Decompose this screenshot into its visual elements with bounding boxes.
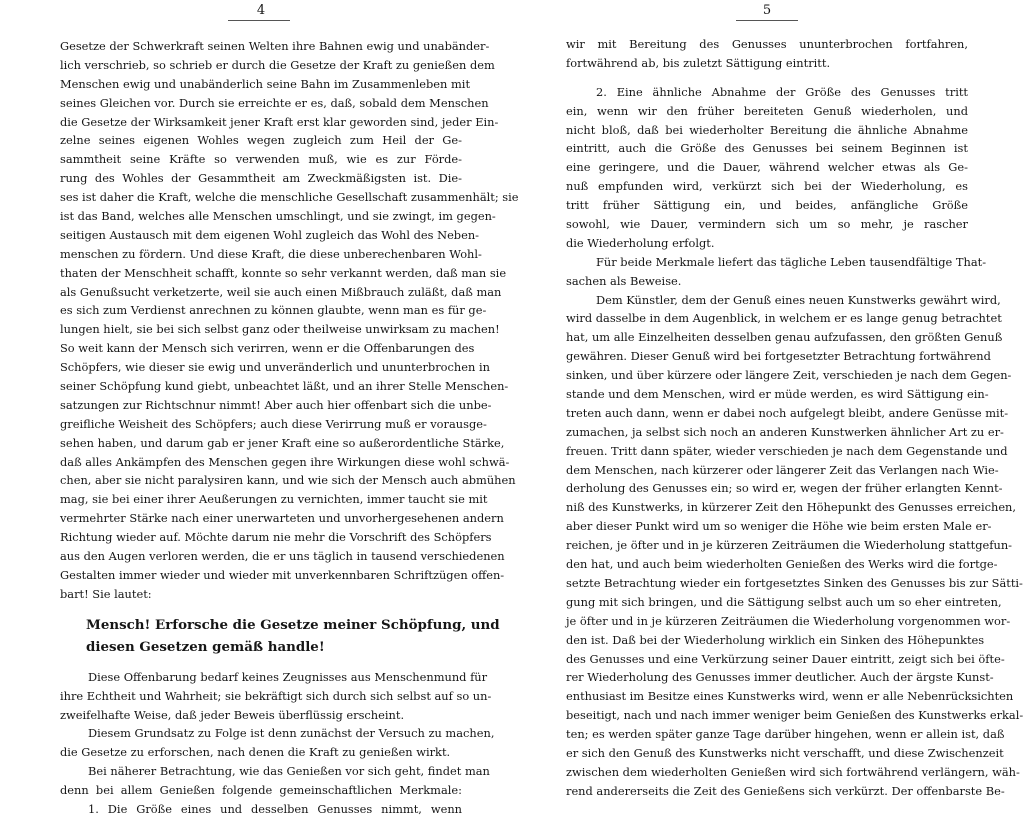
text-line: Gesetze der Schwerkraft seinen Welten ihre Bahnen ewig und unabänder- (60, 39, 490, 53)
text-line: Richtung wieder auf. Möchte darum nie mehr die Vorschrift des Schöpfers (60, 530, 492, 545)
page-rule-right (736, 20, 798, 21)
text-line: die Gesetze zu erforschen, nach denen die Kraft zu genießen wirkt. (60, 745, 451, 760)
text-line: greifliche Weisheit des Schöpfers; auch diese Verirrung muß er vorausge- (60, 416, 487, 431)
text-line: des Genusses und eine Verkürzung seiner Dauer eintritt, zeigt sich bei öfte- (566, 651, 1005, 666)
text-line: zelne seines eigenen Wohles wegen zugleich zum Heil der Ge- (60, 133, 462, 148)
text-line: daß alles Ankämpfen des Menschen gegen ihre Wirkungen diese wohl schwä- (60, 454, 510, 469)
right-page (566, 0, 1023, 798)
text-line: reichen, je öfter und in je kürzeren Zeiträumen die Wiederholung stattgefun- (566, 538, 1013, 553)
text-line: eintritt, auch die Größe des Genusses bei seinem Beginnen ist (566, 141, 968, 156)
text-line: Schöpfers, wie dieser sie ewig und unveränderlich und ununterbrochen in (60, 360, 490, 375)
text-line: die Gesetze der Wirksamkeit jener Kraft erst klar geworden sind, jeder Ein- (60, 114, 499, 129)
text-line: zweifelhafte Weise, daß jeder Beweis überflüssig erscheint. (60, 707, 405, 722)
text-line: ist das Band, welches alle Menschen umschlingt, und sie zwingt, im gegen- (60, 209, 496, 224)
text-line: rung des Wohles der Gesammtheit am Zweckmäßigsten ist. Die- (60, 171, 462, 186)
text-line: bart! Sie lautet: (60, 586, 152, 601)
text-line: sammtheit seine Kräfte so verwenden muß, wie es zur Förde- (60, 152, 462, 167)
text-line: seitigen Austausch mit dem eigenen Wohl zugleich das Wohl des Neben- (60, 227, 480, 242)
text-line: seiner Schöpfung kund giebt, unbeachtet läßt, und an ihrer Stelle Menschen- (60, 379, 509, 394)
text-line: ses ist daher die Kraft, welche die menschliche Gesellschaft zusammenhält; sie (60, 190, 519, 205)
page-rule-left (228, 20, 290, 21)
page-number-left: 4 (256, 3, 266, 18)
text-line: thaten der Menschheit schafft, konnte so sehr verkannt werden, daß man sie (60, 265, 507, 280)
text-line: aber dieser Punkt wird um so weniger die Höhe wie beim ersten Male er- (566, 519, 992, 534)
text-line: ein, wenn wir den früher bereiteten Genuß wiederholen, und (566, 103, 968, 118)
text-line: sowohl, wie Dauer, vermindern sich um so mehr, je rascher (566, 217, 968, 232)
text-line: die Wiederholung erfolgt. (566, 235, 715, 250)
text-line: 2. Eine ähnliche Abnahme der Größe des Genusses tritt (596, 84, 968, 99)
text-line: rer Wiederholung des Genusses immer deutlicher. Auch der ärgste Kunst- (566, 670, 994, 685)
left-page (60, 0, 519, 816)
text-line: treten auch dann, wenn er dabei noch aufgelegt bleibt, andere Genüsse mit- (566, 405, 1009, 420)
text-line: Diese Offenbarung bedarf keines Zeugnisses aus Menschenmund für (88, 669, 488, 684)
text-line: ten; es werden später ganze Tage darüber hingehen, wenn er allein ist, daß (566, 727, 1005, 742)
text-line: mag, sie bei einer ihrer Aeußerungen zu vernichten, immer taucht sie mit (60, 492, 488, 507)
text-line: beseitigt, nach und nach immer weniger beim Genießen des Kunstwerks erkal- (566, 708, 1023, 723)
text-line: hat, um alle Einzelheiten desselben genau aufzufassen, den größten Genuß (566, 330, 1003, 345)
text-line: wir mit Bereitung des Genusses ununterbrochen fortfahren, (566, 37, 968, 51)
text-line: Menschen ewig und unabänderlich seine Bahn im Zusammenleben mit (60, 76, 471, 91)
text-line: nicht bloß, daß bei wiederholter Bereitung die ähnliche Abnahme (566, 122, 968, 137)
section-heading-line: Mensch! Erforsche die Gesetze meiner Schöpfung, und (86, 616, 500, 633)
text-line: Bei näherer Betrachtung, wie das Genießen vor sich geht, findet man (88, 764, 490, 779)
text-line: je öfter und in je kürzeren Zeiträumen die Wiederholung vorgenommen wor- (566, 613, 1011, 628)
text-line: Für beide Merkmale liefert das tägliche Leben tausendfältige That- (596, 254, 987, 269)
text-line: menschen zu fördern. Und diese Kraft, die diese unberechenbaren Wohl- (60, 246, 482, 261)
text-line: wird dasselbe in dem Augenblick, in welchem er es lange genug betrachtet (566, 311, 1002, 326)
text-line: enthusiast im Besitze eines Kunstwerks wird, wenn er alle Nebenrücksichten (566, 689, 1014, 704)
text-line: seines Gleichen vor. Durch sie erreichte er es, daß, sobald dem Menschen (60, 95, 489, 110)
text-line: derholung des Genusses ein; so wird er, wegen der früher erlangten Kennt- (566, 481, 1003, 496)
text-line: niß des Kunstwerks, in kürzerer Zeit den Höhepunkt des Genusses erreichen, (566, 500, 1017, 515)
text-line: So weit kann der Mensch sich verirren, wenn er die Offenbarungen des (60, 341, 475, 356)
text-line: sinken, und über kürzere oder längere Zeit, verschieden je nach dem Gegen- (566, 368, 1012, 383)
text-line: ihre Echtheit und Wahrheit; sie bekräftigt sich durch sich selbst auf so un- (60, 688, 492, 703)
text-line: freuen. Tritt dann später, wieder verschieden je nach dem Gegenstande und (566, 443, 1008, 458)
text-line: tritt früher Sättigung ein, und beides, anfängliche Größe (566, 198, 968, 213)
text-line: fortwährend ab, bis zuletzt Sättigung eintritt. (566, 55, 831, 70)
text-line: rend andererseits die Zeit des Genießens sich verkürzt. Der offenbarste Be- (566, 783, 1005, 798)
text-line: zwischen dem wiederholten Genießen wird sich fortwährend verlängern, wäh- (566, 764, 1020, 779)
right-page-text (566, 35, 1023, 801)
paragraph-gap (60, 604, 462, 614)
text-line: chen, aber sie nicht paralysiren kann, und wie sich der Mensch auch abmühen (60, 473, 516, 488)
text-line: eine geringere, und die Dauer, während welcher etwas als Ge- (566, 160, 968, 175)
text-line: er sich den Genuß des Kunstwerks nicht verschafft, und diese Zwischenzeit (566, 745, 1004, 760)
text-line: es sich zum Verdienst anrechnen zu können glaubte, wenn man es für ge- (60, 303, 487, 318)
text-line: dem Menschen, nach kürzerer oder längerer Zeit das Verlangen nach Wie- (566, 462, 999, 477)
text-line: gewähren. Dieser Genuß wird bei fortgesetzter Betrachtung fortwährend (566, 349, 991, 364)
left-page-text (60, 37, 519, 819)
text-line: lungen hielt, sie bei sich selbst ganz oder theilweise unwirksam zu machen! (60, 322, 500, 337)
text-line: lich verschrieb, so schrieb er durch die Gesetze der Kraft zu genießen dem (60, 57, 495, 72)
page-number-right: 5 (762, 3, 772, 18)
text-line: Diesem Grundsatz zu Folge ist denn zunächst der Versuch zu machen, (88, 726, 495, 741)
text-line: denn bei allem Genießen folgende gemeinschaftlichen Merkmale: (60, 783, 462, 798)
text-line: aus den Augen verloren werden, die er uns täglich in tausend verschiedenen (60, 549, 505, 564)
text-line: gung mit sich bringen, und die Sättigung selbst auch um so eher eintreten, (566, 594, 1002, 609)
paragraph-gap (566, 73, 968, 83)
text-line: sachen als Beweise. (566, 273, 682, 288)
paragraph-gap (60, 658, 462, 668)
text-line: den hat, und auch beim wiederholten Genießen des Werks wird die fortge- (566, 557, 998, 572)
text-line: stande und dem Menschen, wird er müde werden, es wird Sättigung ein- (566, 387, 989, 402)
text-line: satzungen zur Richtschnur nimmt! Aber auch hier offenbart sich die unbe- (60, 397, 492, 412)
text-line: setzte Betrachtung wieder ein fortgesetztes Sinken des Genusses bis zur Sätti- (566, 575, 1023, 590)
text-line: vermehrter Stärke nach einer unerwarteten und unvorhergesehenen andern (60, 511, 504, 526)
text-line: 1. Die Größe eines und desselben Genusses nimmt, wenn (88, 801, 462, 816)
text-line: den ist. Daß bei der Wiederholung wirklich ein Sinken des Höhepunktes (566, 632, 985, 647)
text-line: Gestalten immer wieder und wieder mit unverkennbaren Schriftzügen offen- (60, 567, 505, 582)
text-line: Dem Künstler, dem der Genuß eines neuen Kunstwerks gewährt wird, (596, 292, 1001, 307)
text-line: zumachen, ja selbst sich noch an anderen Kunstwerken ähnlicher Art zu er- (566, 424, 1004, 439)
text-line: als Genußsucht verketzerte, weil sie auch einen Mißbrauch zuläßt, daß man (60, 284, 502, 299)
text-line: sehen haben, und darum gab er jener Kraft eine so außerordentliche Stärke, (60, 435, 505, 450)
text-line: nuß empfunden wird, verkürzt sich bei der Wiederholung, es (566, 179, 968, 194)
section-heading-line: diesen Gesetzen gemäß handle! (86, 638, 325, 655)
